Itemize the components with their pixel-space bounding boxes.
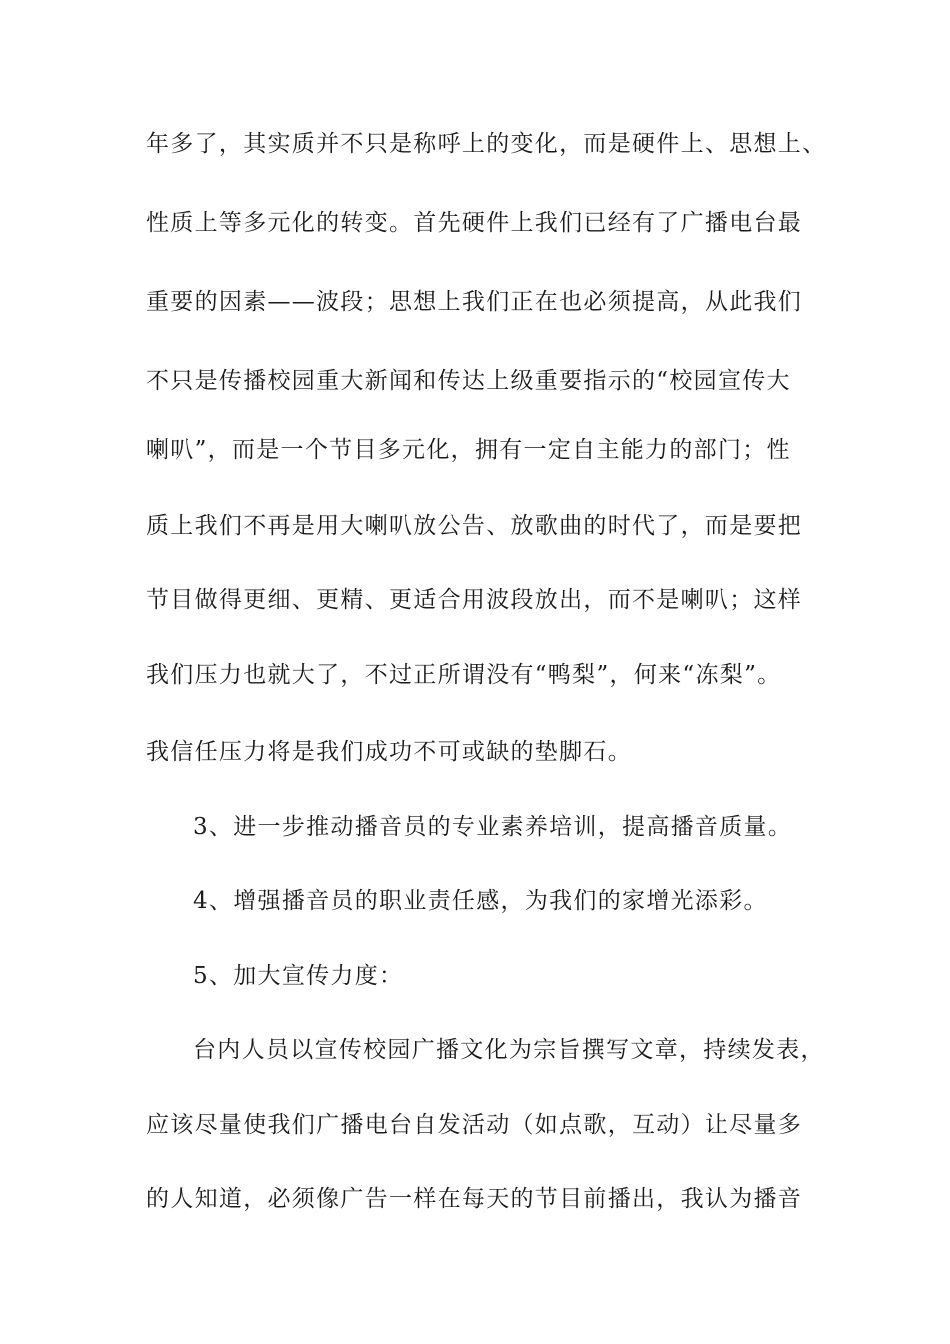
paragraph-line: 不只是传播校园重大新闻和传达上级重要指示的“校园宣传大 xyxy=(146,368,791,394)
paragraph-line: 质上我们不再是用大喇叭放公告、放歌曲的时代了，而是要把 xyxy=(146,513,803,539)
list-item-4: 4、增强播音员的职业责任感，为我们的家增光添彩。 xyxy=(193,888,768,914)
paragraph-line: 应该尽量使我们广播电台自发活动（如点歌，互动）让尽量多 xyxy=(146,1112,803,1138)
paragraph-line: 的人知道，必须像广告一样在每天的节目前播出，我认为播音 xyxy=(146,1186,803,1212)
paragraph-line: 我信任压力将是我们成功不可或缺的垫脚石。 xyxy=(146,739,632,765)
list-item-5: 5、加大宣传力度： xyxy=(193,963,404,989)
paragraph-line: 喇叭”，而是一个节目多元化，拥有一定自主能力的部门；性 xyxy=(146,437,791,463)
list-item-3: 3、进一步推动播音员的专业素养培训，提高播音质量。 xyxy=(193,814,793,840)
paragraph-line: 节目做得更细、更精、更适合用波段放出，而不是喇叭；这样 xyxy=(146,587,803,613)
paragraph-line: 台内人员以宣传校园广播文化为宗旨撰写文章，持续发表， xyxy=(193,1037,825,1063)
paragraph-line: 我们压力也就大了，不过正所谓没有“鸭梨”，何来“冻梨”。 xyxy=(146,662,782,688)
paragraph-line: 性质上等多元化的转变。首先硬件上我们已经有了广播电台最 xyxy=(146,210,803,236)
paragraph-line: 年多了，其实质并不只是称呼上的变化，而是硬件上、思想上、 xyxy=(146,131,827,157)
paragraph-line: 重要的因素——波段；思想上我们正在也必须提高，从此我们 xyxy=(146,289,803,315)
